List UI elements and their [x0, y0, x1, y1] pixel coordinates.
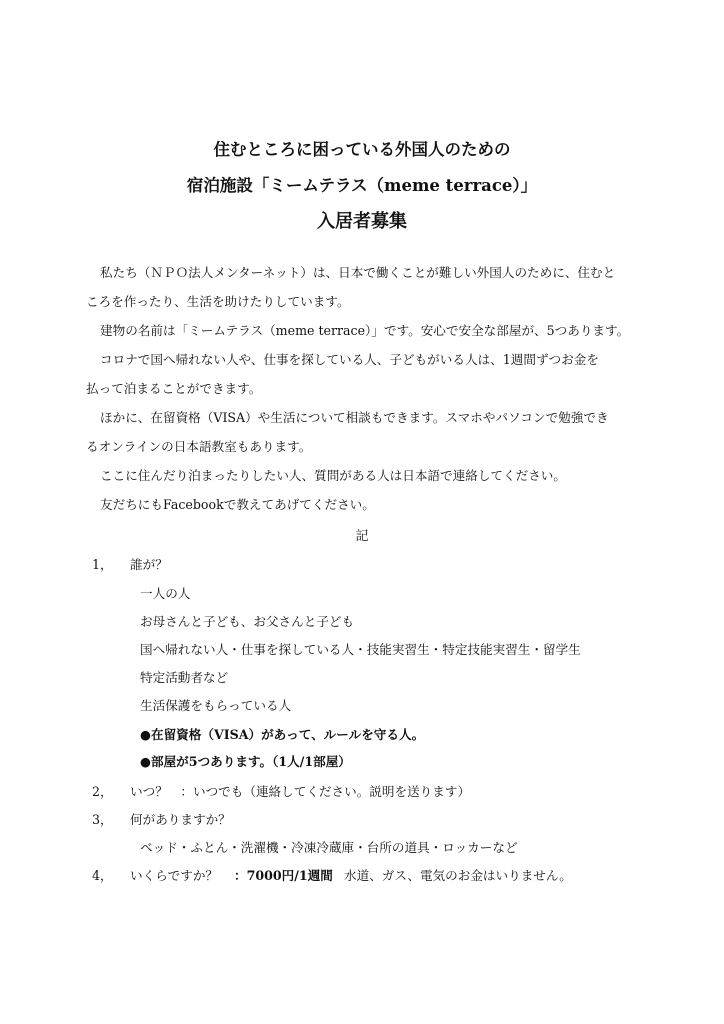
intro-paragraph-4: ほかに、在留資格（VISA）や生活について相談もできます。スマホやパソコンで勉強でき — [100, 410, 609, 425]
title-line-2: 宿泊施設「ミームテラス（meme terrace）」 — [186, 176, 538, 195]
item-1-line-5: 生活保護をもらっている人 — [140, 698, 292, 713]
item-3-answer: ベッド・ふとん・洗濯機・冷凍冷蔵庫・台所の道具・ロッカーなど — [140, 840, 518, 855]
ki-heading: 記 — [355, 529, 369, 544]
item-1-line-3: 国へ帰れない人・仕事を探している人・技能実習生・特定技能実習生・留学生 — [140, 642, 581, 657]
item-4-rest: 水道、ガス、電気のお金はいりません。 — [344, 868, 572, 883]
intro-paragraph-3: コロナで国へ帰れない人や、仕事を探している人、子どもがいる人は、1週間ずつお金を — [100, 352, 599, 367]
title-line-3: 入居者募集 — [317, 211, 407, 232]
intro-paragraph-3-cont: 払って泊まることができます。 — [86, 381, 262, 396]
title-line-1: 住むところに困っている外国人のための — [213, 140, 511, 159]
item-1-line-4: 特定活動者など — [140, 670, 229, 685]
intro-paragraph-1-cont: ころを作ったり、生活を助けたりしています。 — [86, 294, 350, 309]
item-2-text: いつ？ ：いつでも（連絡してください。説明を送ります） — [130, 784, 471, 799]
item-2-number: 2， — [92, 784, 113, 799]
intro-paragraph-6: 友だちにもFacebookで教えてあげてください。 — [100, 497, 375, 512]
item-4-number: 4， — [92, 868, 113, 883]
item-1-number: 1， — [92, 557, 113, 572]
item-3-question: 何がありますか？ — [130, 812, 231, 827]
intro-paragraph-5: ここに住んだり泊まったりしたい人、質問がある人は日本語で連絡してください。 — [100, 468, 566, 483]
intro-paragraph-1: 私たち（ＮＰＯ法人メンターネット）は、日本で働くことが難しい外国人のために、住むと — [100, 265, 616, 280]
intro-paragraph-2: 建物の名前は「ミームテラス（meme terrace）」です。安心で安全な部屋が、5つあります。 — [100, 323, 630, 338]
item-1-question: 誰が？ — [130, 557, 168, 572]
item-4-price: ：7000円/1週間 — [234, 868, 333, 883]
item-1-bullet-2: ●部屋が5つあります。（1人/1部屋） — [140, 754, 351, 769]
item-4-question: いくらですか？ — [130, 868, 219, 883]
intro-paragraph-4-cont: るオンラインの日本語教室もあります。 — [86, 439, 312, 454]
item-1-line-2: お母さんと子ども、お父さんと子ども — [140, 614, 355, 629]
intro-section — [86, 258, 646, 519]
item-1-line-1: 一人の人 — [140, 586, 191, 601]
item-3-number: 3， — [92, 812, 113, 827]
item-1-bullet-1: ●在留資格（VISA）があって、ルールを守る人。 — [140, 727, 425, 742]
